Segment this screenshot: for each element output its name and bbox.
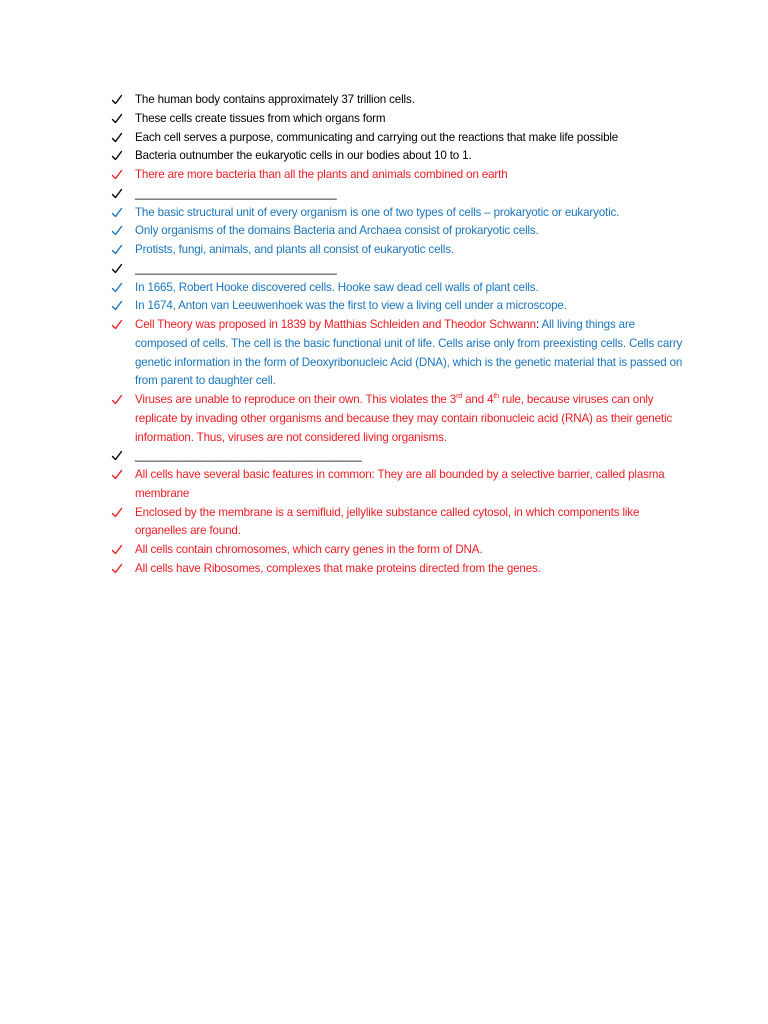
list-item-text: Protists, fungi, animals, and plants all consist of eukaryotic cells. bbox=[135, 243, 454, 256]
list-item-text: All cells have Ribosomes, complexes that make proteins directed from the genes. bbox=[135, 561, 541, 575]
bullet-list bbox=[110, 91, 690, 579]
list-item-text: In 1674, Anton van Leeuwenhoek was the first to view a living cell under a microscope. bbox=[135, 299, 567, 313]
list-item-text: The basic structural unit of every organism is one of two types of cells – prokaryotic or eukaryotic. bbox=[135, 205, 620, 219]
list-item bbox=[110, 504, 690, 542]
list-item-text: Only organisms of the domains Bacteria and Archaea consist of prokaryotic cells. bbox=[135, 224, 539, 238]
checkmark-icon bbox=[110, 447, 124, 465]
viruses-text-1: Viruses are unable to reproduce on their own. This violates the 3 bbox=[135, 393, 457, 406]
list-item-text: These cells create tissues from which organs form bbox=[135, 111, 386, 125]
checkmark-icon bbox=[110, 166, 124, 184]
list-item bbox=[110, 147, 690, 166]
list-item bbox=[110, 560, 690, 579]
list-item bbox=[110, 316, 690, 391]
checkmark-icon bbox=[110, 297, 124, 315]
checkmark-icon bbox=[110, 129, 124, 147]
list-item bbox=[110, 541, 690, 560]
separator-line: ________________________________ bbox=[135, 261, 337, 275]
checkmark-icon bbox=[110, 91, 124, 109]
list-item-text: In 1665, Robert Hooke discovered cells. Hooke saw dead cell walls of plant cells. bbox=[135, 280, 539, 294]
list-item bbox=[110, 297, 690, 316]
checkmark-icon bbox=[110, 147, 124, 165]
checkmark-icon bbox=[110, 241, 124, 259]
viruses-text-3: rule, because viruses can only replicate by invading other organisms and because they may contain ribonucleic acid (RNA) as their genetic information. Thus, viruses are not considered living organisms. bbox=[135, 393, 673, 444]
separator-item bbox=[110, 260, 690, 279]
checkmark-icon bbox=[110, 504, 124, 522]
list-item bbox=[110, 241, 690, 260]
checkmark-icon bbox=[110, 204, 124, 222]
checkmark-icon bbox=[110, 391, 124, 409]
checkmark-icon bbox=[110, 260, 124, 278]
checkmark-icon bbox=[110, 110, 124, 128]
checkmark-icon bbox=[110, 279, 124, 297]
list-item bbox=[110, 91, 690, 110]
separator-item bbox=[110, 447, 690, 466]
list-item bbox=[110, 222, 690, 241]
checkmark-icon bbox=[110, 466, 124, 484]
checkmark-icon bbox=[110, 560, 124, 578]
list-item bbox=[110, 279, 690, 298]
list-item-text: The human body contains approximately 37 trillion cells. bbox=[135, 93, 415, 106]
separator-item bbox=[110, 185, 690, 204]
list-item bbox=[110, 204, 690, 223]
ordinal-suffix: rd bbox=[456, 393, 463, 401]
checkmark-icon bbox=[110, 316, 124, 334]
list-item bbox=[110, 466, 690, 504]
list-item bbox=[110, 129, 690, 148]
list-item-text: Each cell serves a purpose, communicating and carrying out the reactions that make life possible bbox=[135, 130, 619, 144]
cell-theory-lead: Cell Theory was proposed in 1839 by Matthias Schleiden and Theodor Schwann bbox=[135, 318, 536, 331]
list-item bbox=[110, 391, 690, 447]
checkmark-icon bbox=[110, 222, 124, 240]
cell-theory-colon: : bbox=[535, 318, 540, 331]
ordinal-suffix: th bbox=[493, 393, 499, 401]
list-item-text: All cells contain chromosomes, which carry genes in the form of DNA. bbox=[135, 543, 483, 556]
list-item bbox=[110, 166, 690, 185]
cell-theory-text: All living things are composed of cells. The cell is the basic functional unit of life. Cells arise only from preexisting cells. Cells carry genetic information in the form of Deoxyribonucleic Acid (DNA), which is the genetic material that is passed on from parent to daughter cell. bbox=[135, 318, 683, 388]
separator-line: ________________________________ bbox=[135, 186, 337, 200]
list-item-text: All cells have several basic features in common: They are all bounded by a selective barrier, called plasma membrane bbox=[135, 468, 665, 500]
list-item bbox=[110, 110, 690, 129]
list-item-text: Bacteria outnumber the eukaryotic cells in our bodies about 10 to 1. bbox=[135, 149, 472, 163]
list-item-text: Enclosed by the membrane is a semifluid, jellylike substance called cytosol, in which components like organelles are found. bbox=[135, 505, 640, 538]
separator-line: ____________________________________ bbox=[135, 449, 362, 463]
viruses-text-2: and 4 bbox=[462, 393, 494, 406]
list-item-text: There are more bacteria than all the plants and animals combined on earth bbox=[135, 168, 508, 181]
checkmark-icon bbox=[110, 185, 124, 203]
checkmark-icon bbox=[110, 541, 124, 559]
